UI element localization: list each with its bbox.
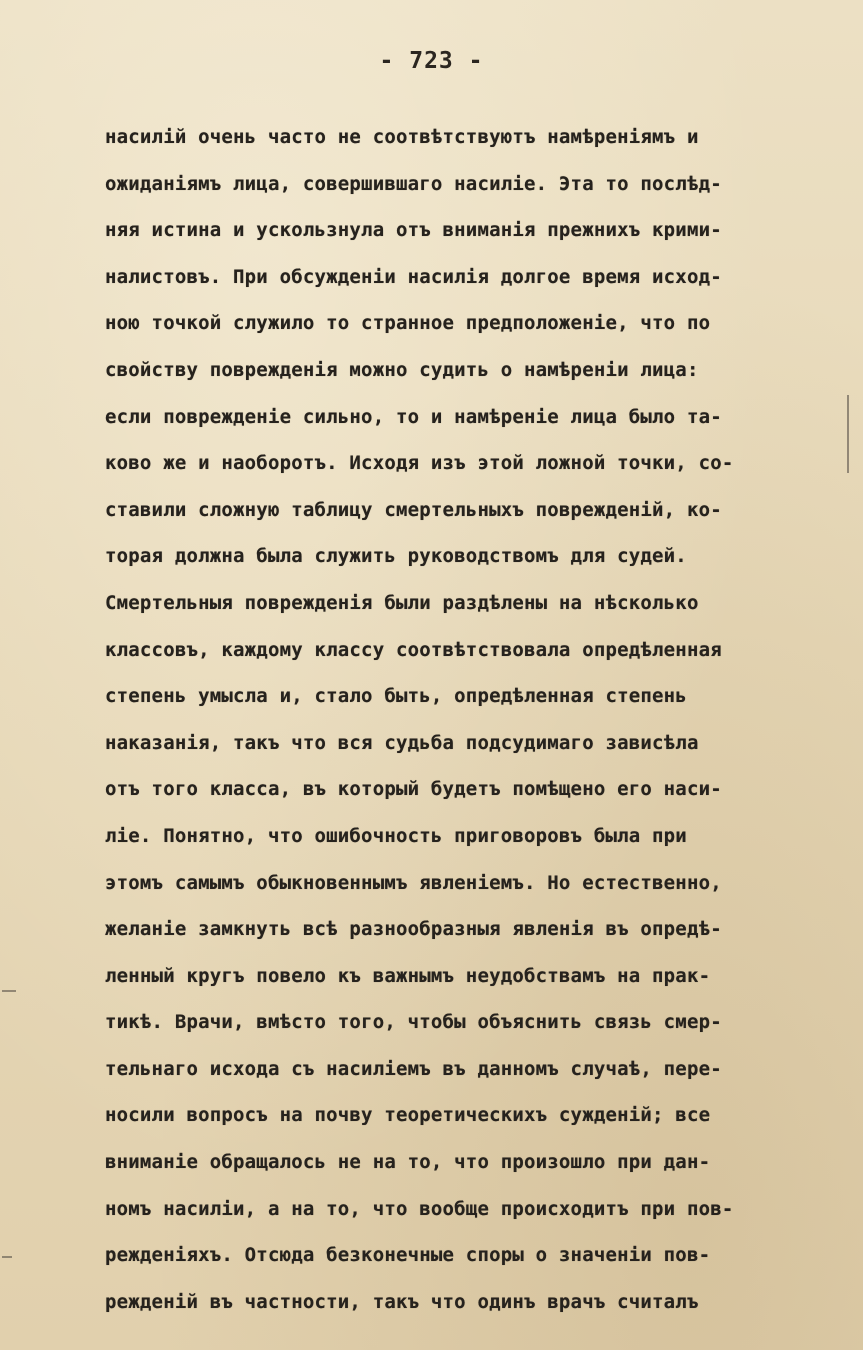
page-number: - 723 - [379,48,484,74]
text-line: налистовъ. При обсужденіи насилія долгое время исход- [105,265,722,288]
text-line: ставили сложную таблицу смертельныхъ поврежденій, ко- [105,498,722,521]
text-line: этомъ самымъ обыкновеннымъ явленіемъ. Но естественно, [105,871,722,894]
text-line: ленный кругъ повело къ важнымъ неудобствамъ на прак- [105,964,711,987]
text-line: классовъ, каждому классу соотвѣтствовала опредѣленная [105,638,722,661]
text-line: торая должна была служить руководствомъ для судей. [105,545,687,568]
text-line: режденій въ частности, такъ что одинъ врачъ считалъ [105,1290,699,1313]
text-line: няя истина и ускользнула отъ вниманія прежнихъ крими- [105,219,722,242]
text-line: наказанія, такъ что вся судьба подсудимаго зависѣла [105,731,699,754]
text-line: свойству поврежденія можно судить о намѣреніи лица: [105,358,699,381]
text-line: степень умысла и, стало быть, опредѣленная степень [105,685,687,708]
margin-mark [2,990,16,992]
text-line: вниманіе обращалось не на то, что произошло при дан- [105,1151,711,1174]
text-line: Смертельныя поврежденія были раздѣлены на нѣсколько [105,591,699,614]
text-line: тельнаго исхода съ насиліемъ въ данномъ случаѣ, пере- [105,1057,722,1080]
text-line: ожиданіямъ лица, совершившаго насиліе. Эта то послѣд- [105,172,722,195]
text-line: ково же и наоборотъ. Исходя изъ этой ложной точки, со- [105,452,734,475]
body-text [105,114,840,1325]
text-line: номъ насиліи, а на то, что вообще происходитъ при пов- [105,1197,734,1220]
text-line: режденіяхъ. Отсюда безконечные споры о значеніи пов- [105,1244,711,1267]
text-line: ліе. Понятно, что ошибочность приговоровъ была при [105,824,687,847]
text-line: желаніе замкнуть всѣ разнообразныя явленія въ опредѣ- [105,918,722,941]
margin-mark [847,395,849,473]
margin-mark [2,1256,12,1258]
text-line: тикѣ. Врачи, вмѣсто того, чтобы объяснить связь смер- [105,1011,722,1034]
text-line: если поврежденіе сильно, то и намѣреніе лица было та- [105,405,722,428]
text-line: насилій очень часто не соотвѣтствуютъ намѣреніямъ и [105,126,699,148]
text-line: ною точкой служило то странное предположеніе, что по [105,312,711,335]
text-line: носили вопросъ на почву теоретическихъ сужденій; все [105,1104,711,1127]
text-line: отъ того класса, въ который будетъ помѣщено его наси- [105,778,722,801]
